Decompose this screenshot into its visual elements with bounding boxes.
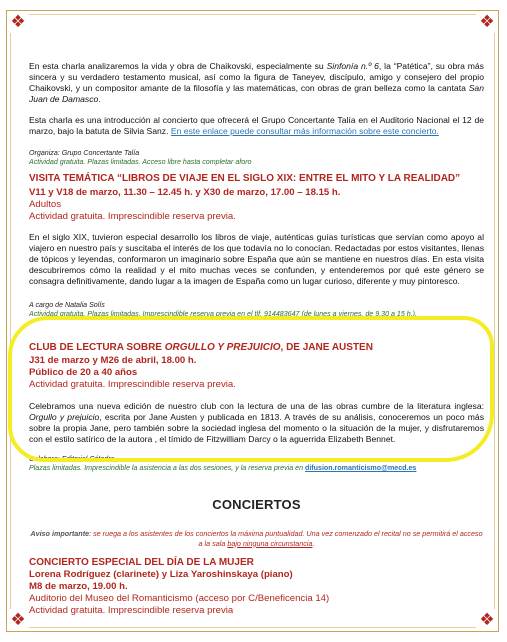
club-audience: Público de 20 a 40 años <box>29 367 138 379</box>
concierto-performers: Lorena Rodríguez (clarinete) y Liza Yaroshinskaya (piano) <box>29 569 293 581</box>
visita-section <box>29 173 484 319</box>
visita-description: En el siglo XIX, tuvieron especial desarrollo los libros de viaje, auténticas guías turísticas que servían como apoyo al viajero en nuestro país y suscitaba el interés de los que todavía no lo conocían. Redactadas por estos visitantes, llenas de tópicos y leyendas, conformaron un imaginario sobre España que aún se mantiene en nuestros días. En esta visita descubriremos cómo la realidad y el mito muchas veces se confunden, y entenderemos por qué este género se consagra definitivamente, dando lugar a la imagen de España como un lugar curioso, diferente y muy pintoresco. <box>29 232 484 287</box>
club-section <box>29 342 484 473</box>
intro-paragraph: En esta charla analizaremos la vida y obra de Chaikovski, especialmente su Sinfonía n.º 6, la “Patética”, su obra más sincera y su verdadero testamento musical, así como la figura de Taneyev, discípulo, amigo y consejero del propio Chaikovski, y un compositor amante de la filosofía y las matemáticas, con obras de gran belleza como la cantata San Juan de Damasco. <box>29 61 484 104</box>
club-note: Actividad gratuita. Imprescindible reserva previa. <box>29 379 236 391</box>
visita-credit: A cargo de Natalia Solís <box>29 301 105 310</box>
ornament-corner-icon: ❖ <box>7 609 29 631</box>
ornament-corner-icon: ❖ <box>7 11 29 33</box>
ornament-corner-icon: ❖ <box>476 609 498 631</box>
conciertos-heading: CONCIERTOS <box>212 497 301 512</box>
club-dates: J31 de marzo y M26 de abril, 18.00 h. <box>29 355 197 367</box>
concierto-title: CONCIERTO ESPECIAL DEL DÍA DE LA MUJER <box>29 557 254 568</box>
organizer-credit: Organiza: Grupo Concertante Talía <box>29 149 140 157</box>
club-title: CLUB DE LECTURA SOBRE ORGULLO Y PREJUICIO, DE JANE AUSTEN <box>29 342 373 353</box>
intro-section <box>29 61 484 167</box>
club-plazas: Plazas limitadas. Imprescindible la asistencia a las dos sesiones, y la reserva previa en difusion.romanticismo@mecd.es <box>29 464 417 473</box>
concierto-date: M8 de marzo, 19.00 h. <box>29 581 128 593</box>
visita-note: Actividad gratuita. Imprescindible reserva previa. <box>29 211 236 223</box>
club-description: Celebramos una nueva edición de nuestro club con la lectura de una de las obras cumbre de la literatura inglesa: Orgullo y prejuicio, escrita por Jane Austen y publicada en 1813. A través de su análisis, conoceremos un poco más sobre la propia Jane, pero también sobre la sociedad inglesa del momento o la situación de la mujer, y disfrutaremos con el estilo satírico de la autora , el tímido de Fitzwilliam Darcy o la aguerrida Elizabeth Bennet. <box>29 401 484 445</box>
club-colabora: Colabora: Editorial Cátedra <box>29 455 115 464</box>
visita-booking: Actividad gratuita. Plazas limitadas. Imprescindible reserva previa en el tlf. 914483647 (de lunes a viernes, de 9,30 a 15 h.). <box>29 310 418 319</box>
intro-paragraph-2: Esta charla es una introducción al concierto que ofrecerá el Grupo Concertante Talía en el Auditorio Nacional el 12 de marzo, bajo la batuta de Silvia Sanz. En este enlace puede consultar más información sobre este concierto. <box>29 115 484 136</box>
page-frame <box>6 10 499 632</box>
visita-title: VISITA TEMÁTICA “LIBROS DE VIAJE EN EL SIGLO XIX: ENTRE EL MITO Y LA REALIDAD” <box>29 173 461 184</box>
concierto-note: Actividad gratuita. Imprescindible reserva previa <box>29 605 234 617</box>
concert-info-link[interactable]: En este enlace puede consultar más información sobre este concierto. <box>170 126 439 136</box>
visita-audience: Adultos <box>29 199 61 211</box>
concierto-venue: Auditorio del Museo del Romanticismo (acceso por C/Beneficencia 14) <box>29 593 330 605</box>
concierto-section <box>29 557 484 617</box>
visita-dates: V11 y V18 de marzo, 11.30 – 12.45 h. y X30 de marzo, 17.00 – 18.15 h. <box>29 187 341 199</box>
ornament-corner-icon: ❖ <box>476 11 498 33</box>
reservation-email-link[interactable]: difusion.romanticismo@mecd.es <box>305 464 417 473</box>
organizer-note: Actividad gratuita. Plazas limitadas. Acceso libre hasta completar aforo <box>29 158 252 166</box>
conciertos-notice: Aviso importante: se ruega a los asistentes de los conciertos la máxima puntualidad. Una vez comenzado el recital no se permitirá el acceso a la sala bajo ninguna circunstancia. <box>30 529 483 548</box>
